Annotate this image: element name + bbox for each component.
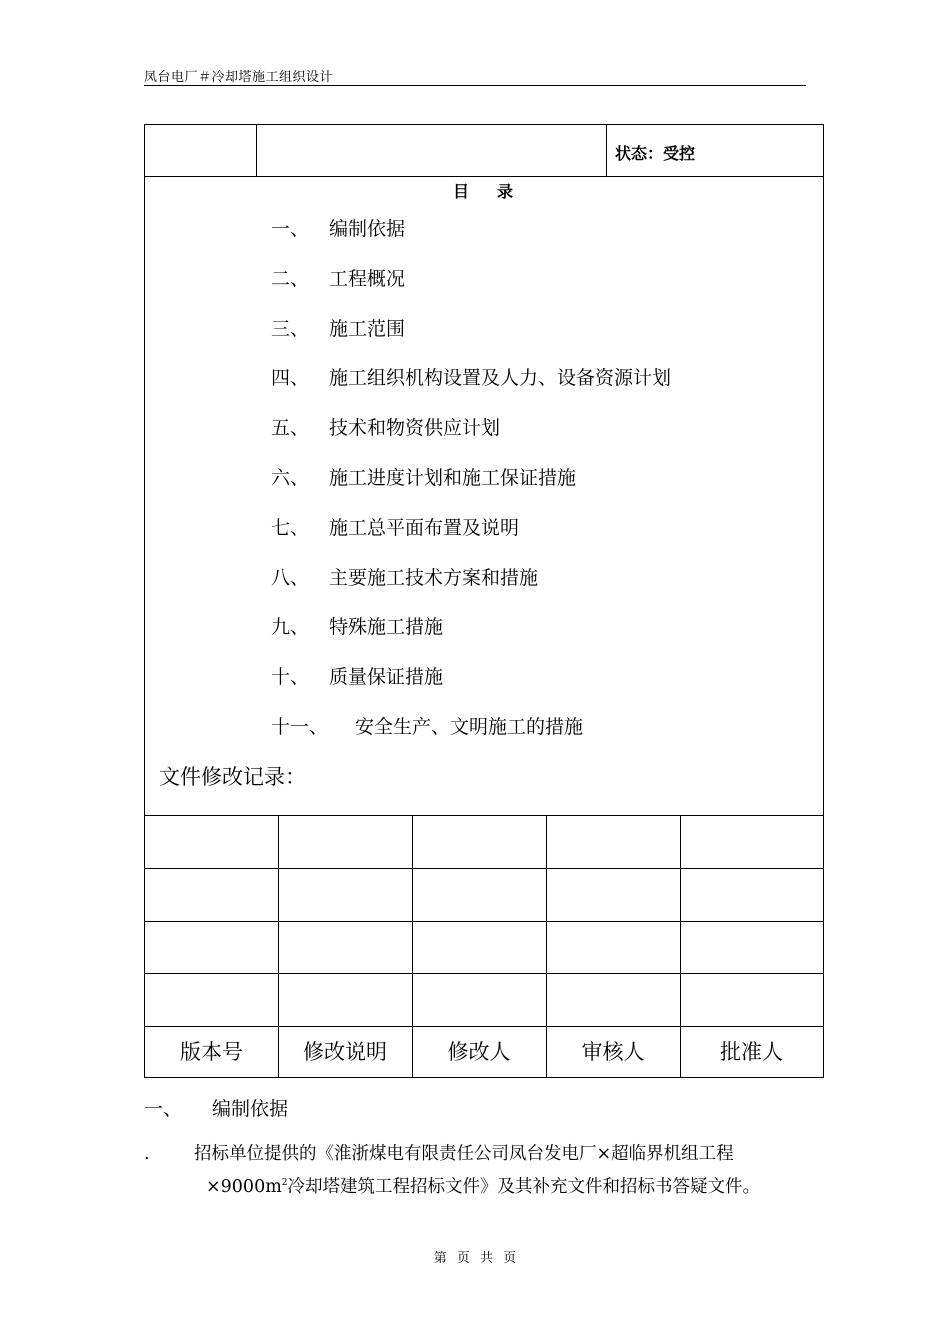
toc-heading-left: 目 [452, 182, 471, 201]
toc-item[interactable] [271, 311, 671, 361]
toc-item[interactable] [271, 709, 671, 759]
toc-item-number: 一、 [271, 218, 310, 240]
column-header-version: 版本号 [180, 1040, 243, 1064]
bullet-marker: . [144, 1144, 150, 1164]
toc-item-number: 十一、 [271, 715, 329, 738]
column-header-approved-by: 批准人 [720, 1040, 783, 1064]
column-header-reviewed-by: 审核人 [581, 1040, 645, 1064]
toc-item[interactable] [271, 460, 671, 510]
toc-item-number: 十、 [271, 666, 310, 689]
toc-item[interactable] [271, 211, 671, 261]
column-header-change-description: 修改说明 [303, 1040, 387, 1064]
toc-item[interactable] [271, 510, 671, 560]
toc-item-label: 特殊施工措施 [329, 616, 444, 639]
page-footer: 第 页 共 页 [433, 1251, 517, 1266]
toc-item-number: 三、 [271, 317, 310, 340]
toc-item-number: 八、 [271, 566, 310, 589]
toc-item-number: 七、 [271, 516, 310, 539]
table-row-divider [145, 921, 823, 922]
revision-record-table [145, 815, 823, 1077]
page-header-title: 凤台电厂＃冷却塔施工组织设计 [144, 70, 334, 85]
toc-item-label: 安全生产、文明施工的措施 [355, 715, 584, 738]
table-row-divider [145, 973, 823, 974]
superscript: 2 [281, 1178, 288, 1189]
table-of-contents [271, 211, 671, 759]
control-cell-divider [606, 125, 607, 176]
toc-item[interactable] [271, 261, 671, 311]
toc-item-label: 质量保证措施 [329, 666, 444, 689]
toc-item-label: 工程概况 [329, 267, 406, 290]
section-title: 编制依据 [212, 1098, 289, 1120]
paragraph-line: 招标单位提供的《淮浙煤电有限责任公司凤台发电厂×超临界机组工程 [194, 1144, 734, 1164]
toc-item-label: 技术和物资供应计划 [329, 417, 501, 440]
toc-item[interactable] [271, 609, 671, 659]
toc-item-number: 九、 [271, 616, 310, 639]
toc-item[interactable] [271, 560, 671, 610]
toc-item-label: 编制依据 [329, 218, 406, 240]
section-heading [144, 1094, 288, 1121]
column-header-modified-by: 修改人 [447, 1040, 511, 1064]
document-control-form [144, 124, 824, 1078]
revision-record-label: 文件修改记录： [159, 765, 306, 789]
table-row-divider [145, 868, 823, 869]
list-item [144, 1138, 760, 1204]
toc-item[interactable] [271, 360, 671, 410]
toc-item-number: 二、 [271, 267, 310, 290]
control-header-row [145, 125, 823, 177]
toc-item[interactable] [271, 410, 671, 460]
toc-item-number: 五、 [271, 417, 310, 440]
toc-item[interactable] [271, 659, 671, 709]
toc-heading [145, 179, 823, 202]
toc-heading-right: 录 [497, 182, 516, 201]
paragraph-line: $\times 9000m^2$冷却塔建筑工程招标文件》及其补充文件和招标书答疑文件。 [206, 1177, 761, 1197]
toc-item-label: 主要施工技术方案和措施 [329, 566, 539, 589]
section-number: 一、 [144, 1098, 183, 1120]
control-cell-divider [256, 125, 257, 176]
toc-item-label: 施工总平面布置及说明 [329, 516, 520, 539]
toc-item-label: 施工进度计划和施工保证措施 [329, 466, 577, 489]
toc-item-number: 四、 [271, 367, 310, 390]
toc-item-number: 六、 [271, 466, 310, 489]
toc-item-label: 施工范围 [329, 317, 406, 340]
status-label: 状态：受控 [615, 144, 696, 163]
toc-item-label: 施工组织机构设置及人力、设备资源计划 [329, 367, 672, 390]
header-divider [144, 85, 806, 86]
